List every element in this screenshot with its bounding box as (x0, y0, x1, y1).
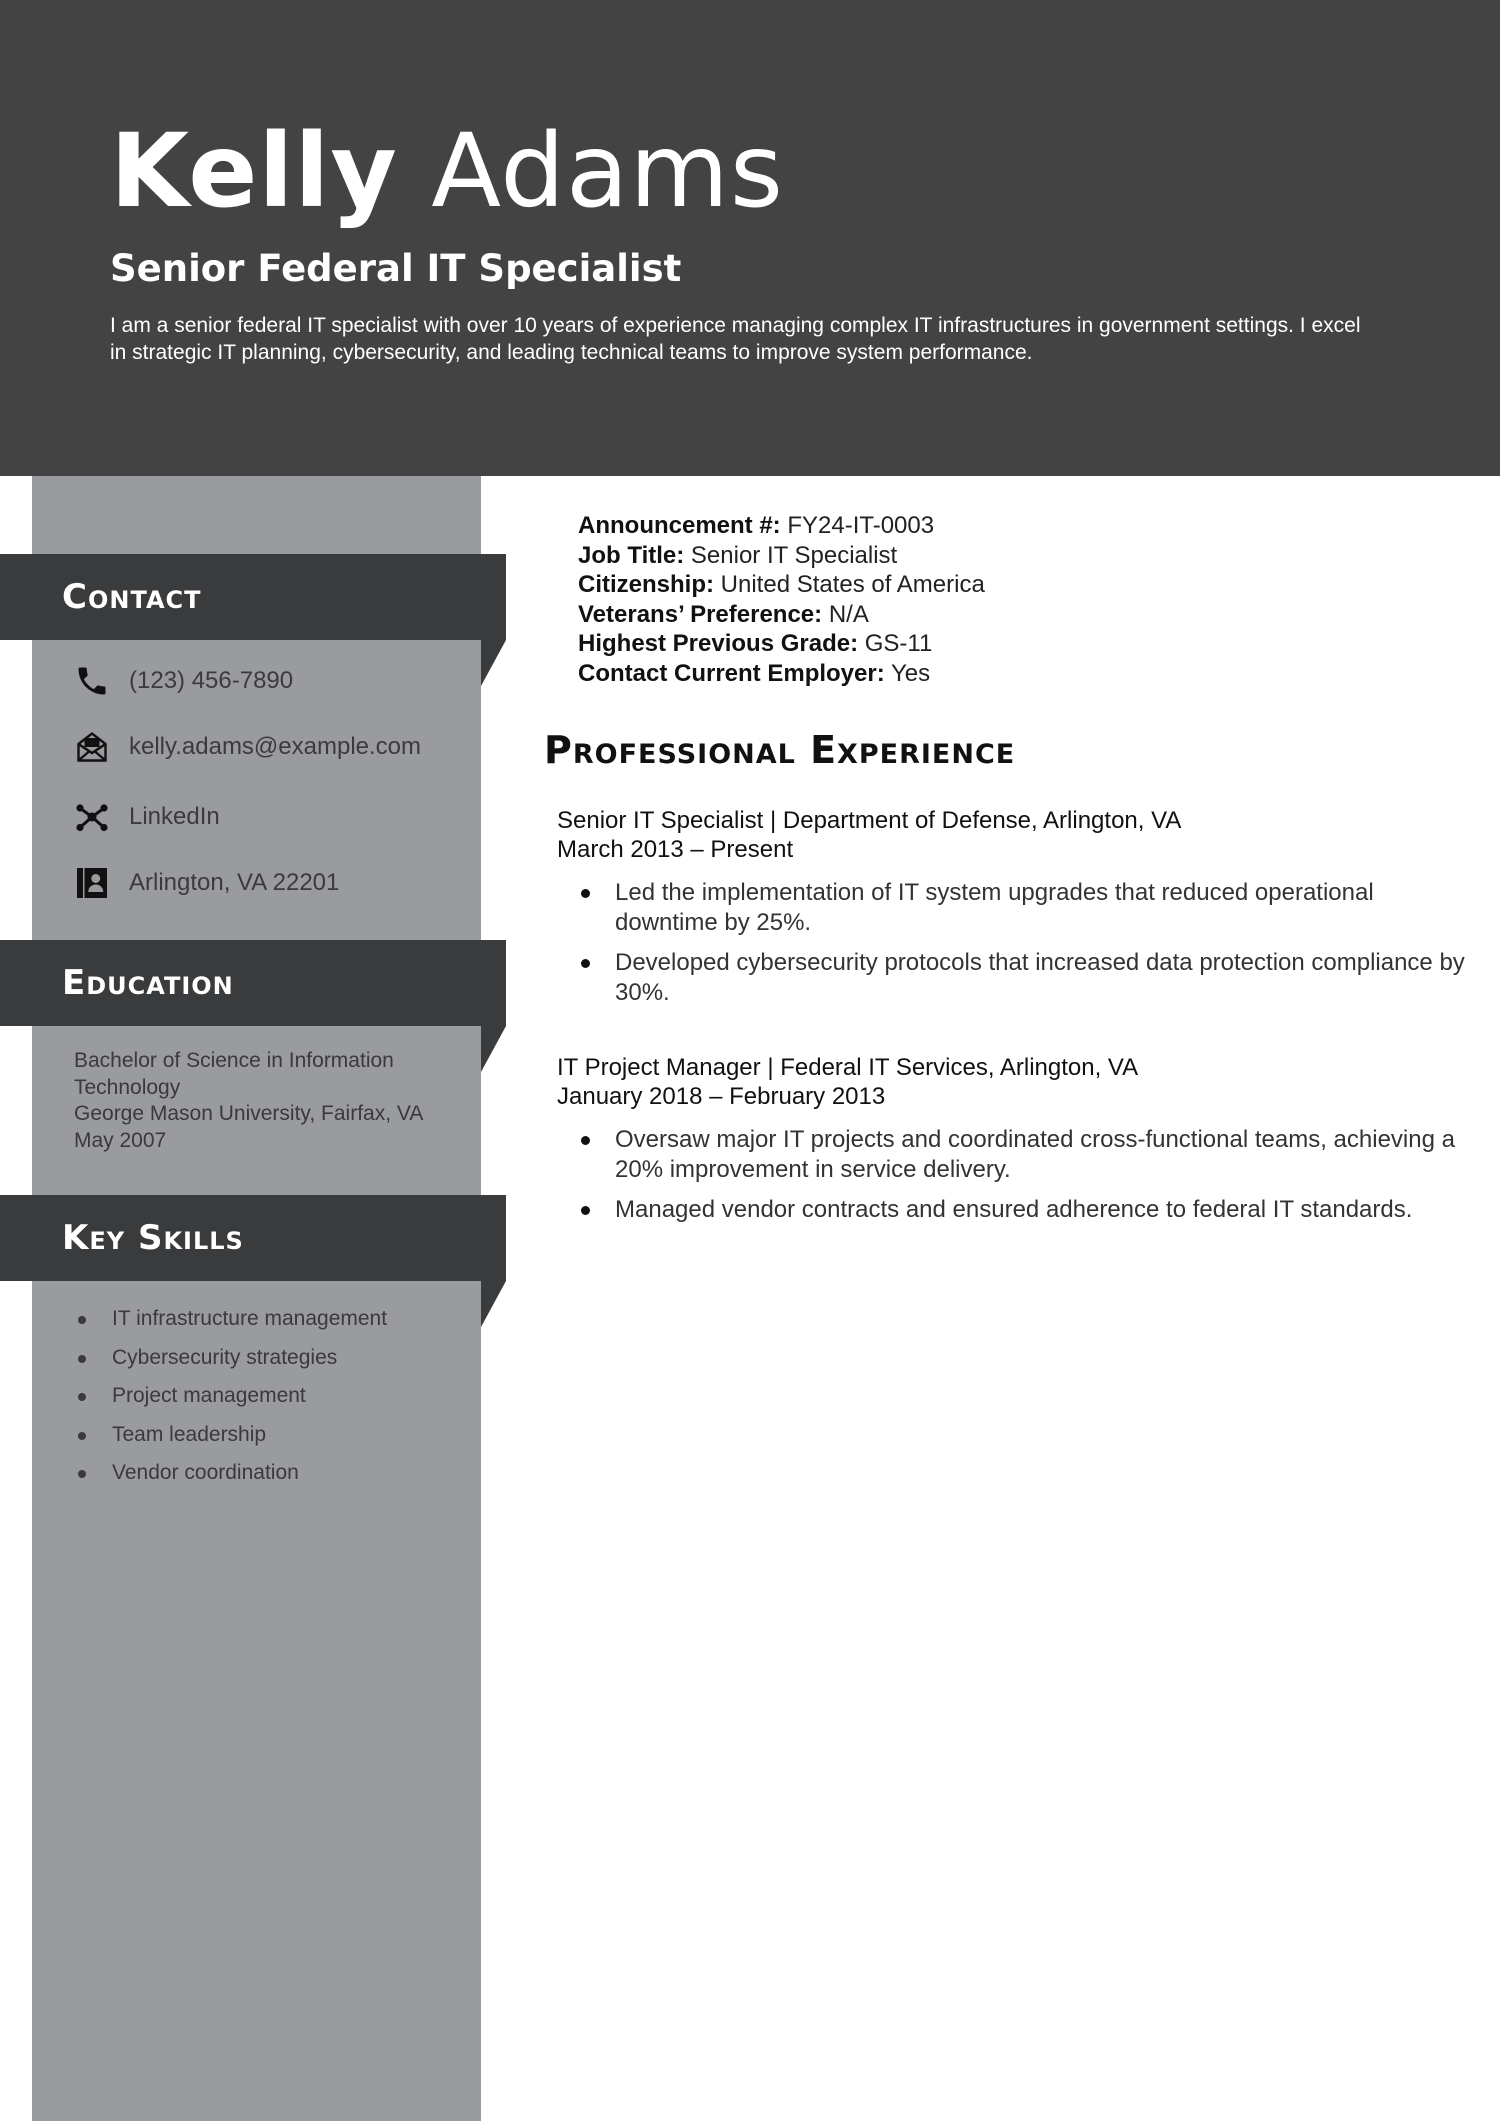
education-heading-band (0, 940, 506, 1026)
job-title: Senior Federal IT Specialist (110, 247, 682, 290)
list-item: Managed vendor contracts and ensured adherence to federal IT standards. (557, 1195, 1467, 1225)
candidate-name (110, 112, 784, 232)
email-address[interactable]: kelly.adams@example.com (129, 733, 422, 760)
contact-heading-band (0, 554, 506, 640)
summary: I am a senior federal IT specialist with over 10 years of experience managing complex IT infrastructures in government settings. I excel in strategic IT planning, cybersecurity, and leading technical teams to improve system performance. (110, 314, 1361, 364)
skills-heading: Key Skills (62, 1218, 244, 1258)
contact-phone (72, 661, 293, 701)
list-item: Team leadership (74, 1416, 387, 1455)
job-dates: January 2018 – February 2013 (557, 1083, 886, 1110)
first-name: Kelly (110, 112, 398, 231)
email-icon (72, 727, 112, 767)
list-item: Project management (74, 1377, 387, 1416)
phone-icon (72, 661, 112, 701)
job-entry (557, 806, 1467, 1018)
address-icon (72, 863, 112, 903)
job-bullets (557, 878, 1467, 1008)
detail-row: Announcement #: FY24-IT-0003 (578, 512, 935, 539)
detail-row: Highest Previous Grade: GS-11 (578, 630, 933, 657)
contact-heading: Contact (62, 577, 202, 617)
announcement-details (578, 511, 985, 688)
skills-list (74, 1300, 387, 1493)
job-role: Senior IT Specialist | Department of Defense, Arlington, VA (557, 807, 1182, 834)
job-role: IT Project Manager | Federal IT Services, Arlington, VA (557, 1054, 1139, 1081)
linkedin-icon (72, 797, 112, 837)
last-name: Adams (431, 112, 785, 231)
job-bullets (557, 1125, 1467, 1225)
graduation-date: May 2007 (74, 1128, 167, 1152)
phone-number[interactable]: (123) 456-7890 (129, 667, 294, 694)
degree: Bachelor of Science in Information Technology (74, 1049, 394, 1099)
skills-heading-band (0, 1195, 506, 1281)
contact-band-fold (481, 640, 506, 686)
sidebar (32, 476, 481, 2121)
list-item: Oversaw major IT projects and coordinated cross-functional teams, achieving a 20% improvement in service delivery. (557, 1125, 1467, 1185)
address: Arlington, VA 22201 (129, 869, 340, 896)
contact-email (72, 727, 421, 767)
experience-heading: Professional Experience (544, 728, 1016, 772)
detail-row: Contact Current Employer: Yes (578, 659, 931, 687)
list-item: Vendor coordination (74, 1454, 387, 1493)
education-entry (74, 1048, 474, 1154)
resume-header (0, 0, 1500, 476)
education-band-fold (481, 1026, 506, 1072)
contact-address (72, 863, 339, 903)
detail-row: Citizenship: United States of America (578, 571, 985, 598)
school: George Mason University, Fairfax, VA (74, 1102, 424, 1125)
list-item: Led the implementation of IT system upgrades that reduced operational downtime by 25%. (557, 878, 1467, 938)
skills-band-fold (481, 1281, 506, 1327)
job-dates: March 2013 – Present (557, 836, 794, 863)
list-item: Developed cybersecurity protocols that increased data protection compliance by 30%. (557, 948, 1467, 1008)
education-heading: Education (62, 963, 234, 1003)
list-item: Cybersecurity strategies (74, 1339, 387, 1378)
list-item: IT infrastructure management (74, 1300, 387, 1339)
job-entry (557, 1053, 1467, 1235)
contact-linkedin (72, 797, 220, 837)
detail-row: Job Title: Senior IT Specialist (578, 541, 898, 569)
linkedin-link[interactable]: LinkedIn (129, 803, 220, 830)
detail-row: Veterans’ Preference: N/A (578, 600, 869, 628)
